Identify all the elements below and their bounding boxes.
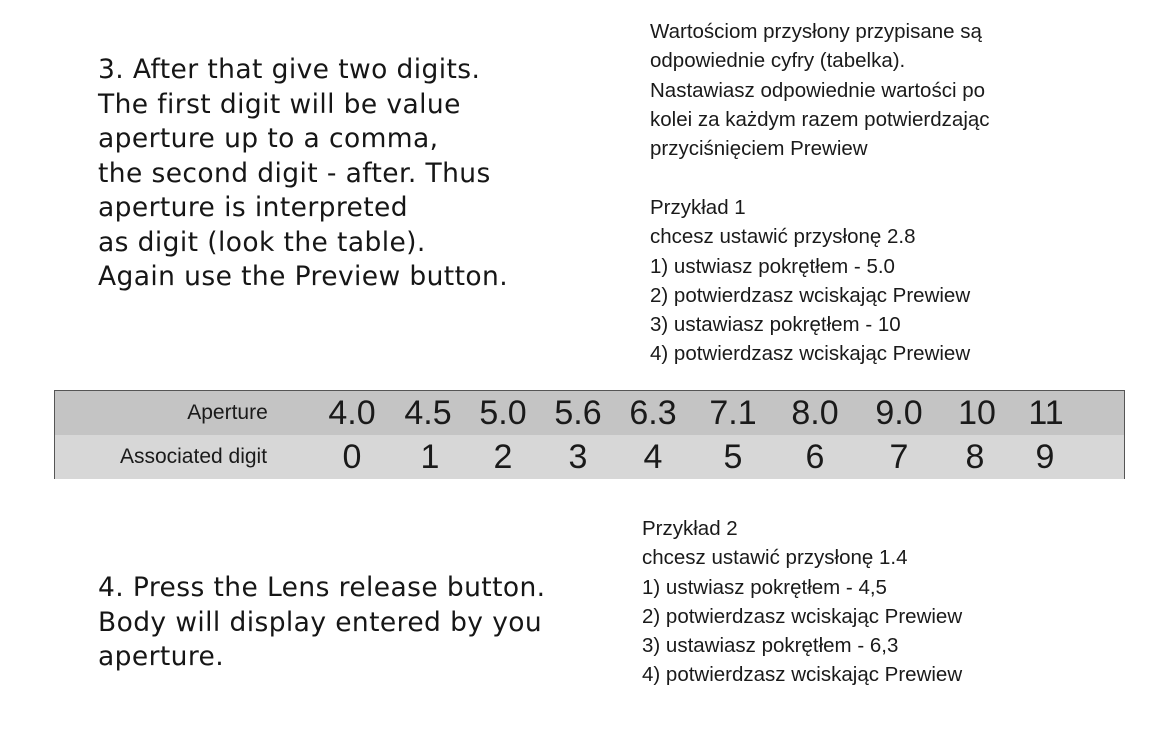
aperture-cell: 4.5 [404,393,452,432]
digit-cell: 1 [420,437,440,476]
example-2 [642,514,962,690]
aperture-cell: 9.0 [875,393,923,432]
text-line: 4) potwierdzasz wciskając Prewiew [642,663,963,687]
digit-cell: 6 [805,437,825,476]
text-line: 1) ustwiasz pokrętłem - 5.0 [650,254,895,278]
text-line: przyciśnięciem Prewiew [650,137,868,161]
example-title: Przykład 1 [650,196,746,219]
text-line: chcesz ustawić przysłonę 1.4 [642,546,908,570]
digit-cell: 7 [889,437,909,476]
text-line: 3) ustawiasz pokrętłem - 10 [650,313,901,337]
step-4-instructions [98,571,546,675]
digit-cell: 5 [723,437,743,476]
text-line: Again use the Preview button. [98,261,509,292]
text-line: Wartościom przysłony przypisane są [650,20,982,43]
text-line: 3. After that give two digits. [98,54,481,85]
digit-cell: 4 [643,437,663,476]
digit-cell: 8 [965,437,985,476]
digit-cell: 9 [1035,437,1055,476]
aperture-cell: 11 [1028,393,1064,432]
text-line: the second digit - after. Thus [98,157,491,189]
text-line: as digit (look the table). [98,226,426,258]
digit-row-label: Associated digit [119,445,268,468]
text-line: chcesz ustawić przysłonę 2.8 [650,225,916,249]
text-line: aperture. [98,641,225,672]
aperture-row [55,391,1124,436]
digit-cell: 0 [342,437,362,476]
text-line: aperture up to a comma, [98,123,439,154]
digit-row [55,435,1124,479]
text-line: 4) potwierdzasz wciskając Prewiew [650,342,971,366]
aperture-cell: 10 [958,393,996,432]
text-line: Body will display entered by you [98,606,543,638]
text-line: 3) ustawiasz pokrętłem - 6,3 [642,634,899,658]
text-line: 2) potwierdzasz wciskając Prewiew [650,283,971,307]
text-line: aperture is interpreted [98,192,408,223]
aperture-cell: 8.0 [791,393,839,432]
text-line: kolei za każdym razem potwierdzając [650,107,990,131]
example-title: Przykład 2 [642,517,738,540]
aperture-cell: 7.1 [709,393,757,432]
example-1 [650,193,970,369]
aperture-cell: 6.3 [629,393,677,432]
aperture-row-label: Aperture [187,401,268,424]
aperture-cell: 5.0 [479,393,527,432]
step-3-instructions [98,53,508,295]
aperture-digit-table [54,390,1125,479]
text-line: 1) ustwiasz pokrętłem - 4,5 [642,575,887,599]
text-line: The first digit will be value [98,88,461,120]
text-line: Nastawiasz odpowiednie wartości po [650,78,986,102]
text-line: 4. Press the Lens release button. [98,572,546,603]
polish-intro [650,17,990,163]
digit-cell: 2 [493,437,513,476]
text-line: odpowiednie cyfry (tabelka). [650,49,906,73]
aperture-cell: 4.0 [328,393,376,432]
text-line: 2) potwierdzasz wciskając Prewiew [642,604,963,628]
aperture-cell: 5.6 [554,393,602,432]
digit-cell: 3 [568,437,588,476]
